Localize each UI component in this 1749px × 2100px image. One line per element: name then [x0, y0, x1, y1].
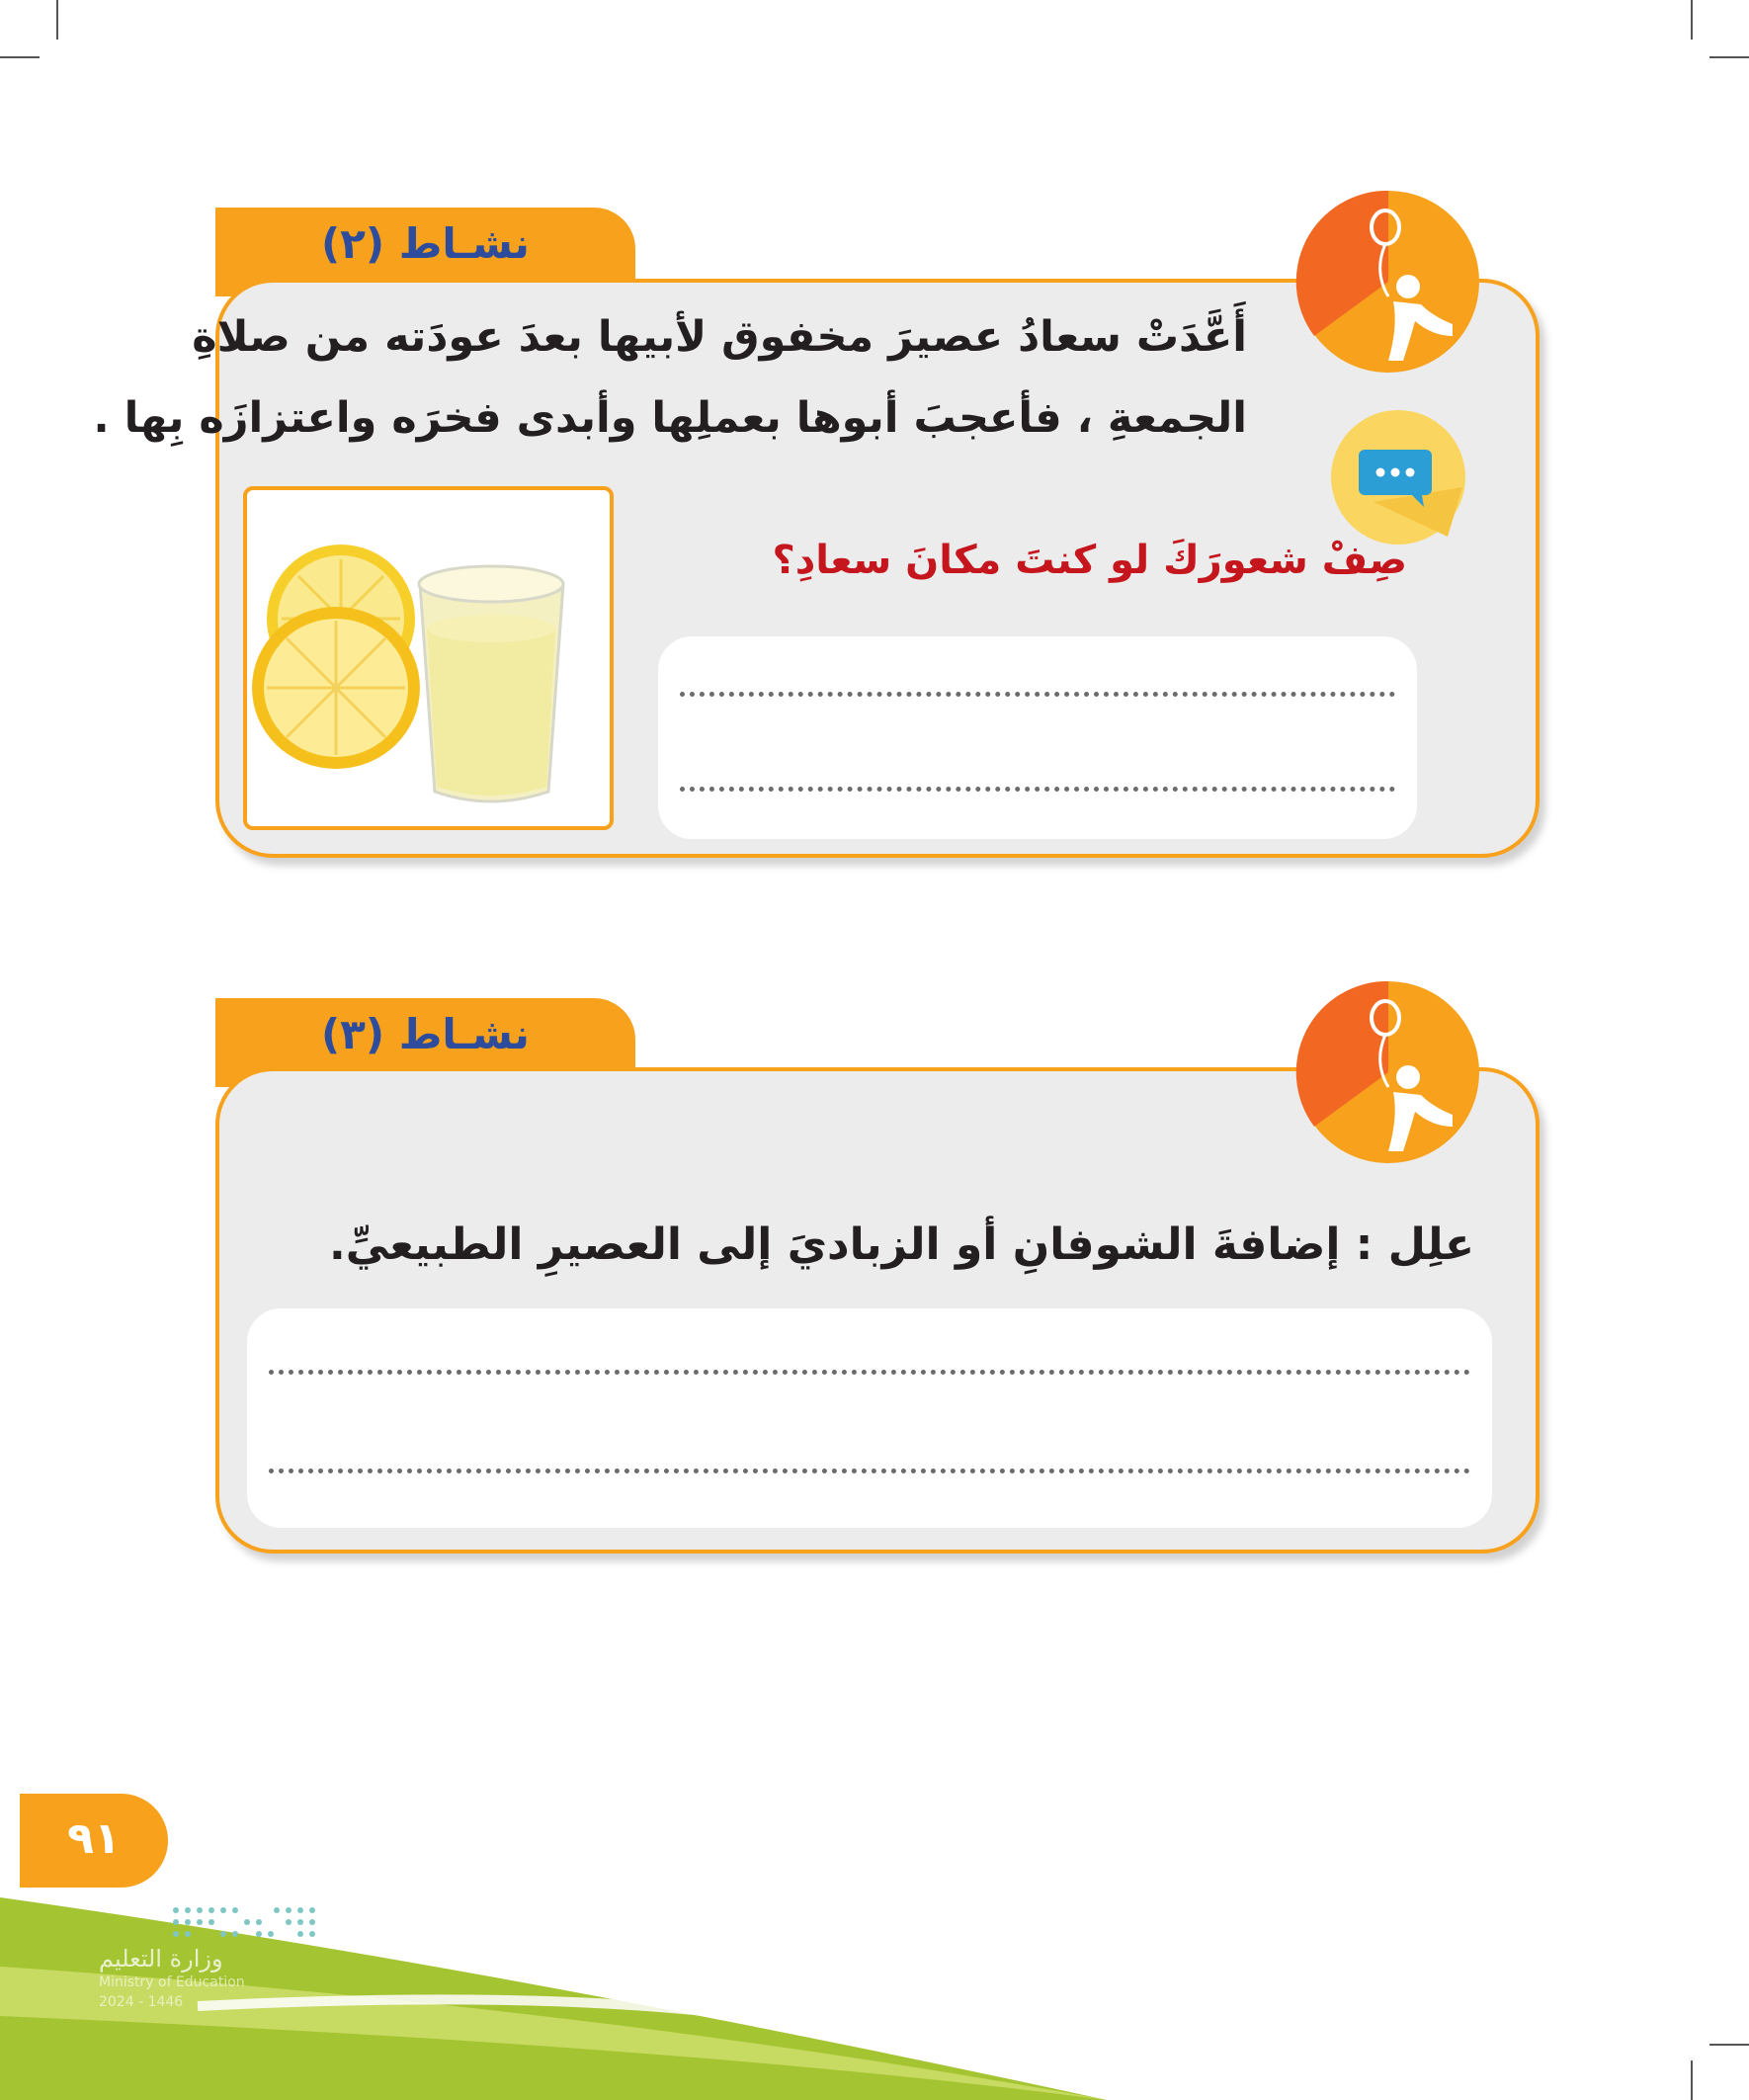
- activity-3-title: نشـاط (٣): [321, 1010, 530, 1058]
- lemon-juice-image: [243, 486, 614, 830]
- answer-line: [269, 1370, 1470, 1375]
- activity-3-answer-area[interactable]: [247, 1308, 1492, 1528]
- crop-mark: [56, 0, 58, 40]
- child-with-balloons-icon: [1294, 978, 1482, 1166]
- activity-2-answer-area[interactable]: [658, 636, 1417, 839]
- edition-year: 2024 - 1446: [99, 1994, 184, 2010]
- activity-2-question: صِفْ شعورَكَ لو كنتَ مكانَ سعادِ؟: [772, 538, 1407, 583]
- activity-2-body-line-1: أَعَّدَتْ سعادُ عصيرَ مخفوق لأبيها بعدَ عودَته من صلاةِ: [192, 312, 1247, 362]
- crop-mark: [1709, 56, 1749, 58]
- answer-line: [680, 787, 1395, 792]
- crop-mark: [1691, 2060, 1693, 2100]
- activity-3-prompt: علِل : إضافةَ الشوفانِ أو الزباديَ إلى العصيرِ الطبيعيِّ.: [329, 1219, 1474, 1270]
- ministry-logo: [168, 1902, 326, 1942]
- crop-mark: [0, 56, 40, 58]
- ministry-name-en: Ministry of Education: [99, 1974, 245, 1990]
- crop-mark: [1691, 0, 1693, 40]
- activity-2-body-line-2: الجمعةِ ، فأعجبَ أبوها بعملِها وأبدى فخرَه واعتزازَه بِها .: [93, 393, 1247, 443]
- speech-bubble-icon: [1329, 408, 1467, 546]
- ministry-name-ar: وزارة التعليم: [99, 1945, 223, 1973]
- answer-line: [680, 692, 1395, 697]
- child-with-balloons-icon: [1294, 188, 1482, 376]
- activity-2-title: نشـاط (٢): [321, 219, 530, 268]
- page-number: ٩١: [67, 1813, 121, 1864]
- crop-mark: [1709, 2044, 1749, 2046]
- lemon-juice-glass: [247, 490, 610, 826]
- answer-line: [269, 1469, 1470, 1473]
- page-number-badge: [20, 1794, 168, 1888]
